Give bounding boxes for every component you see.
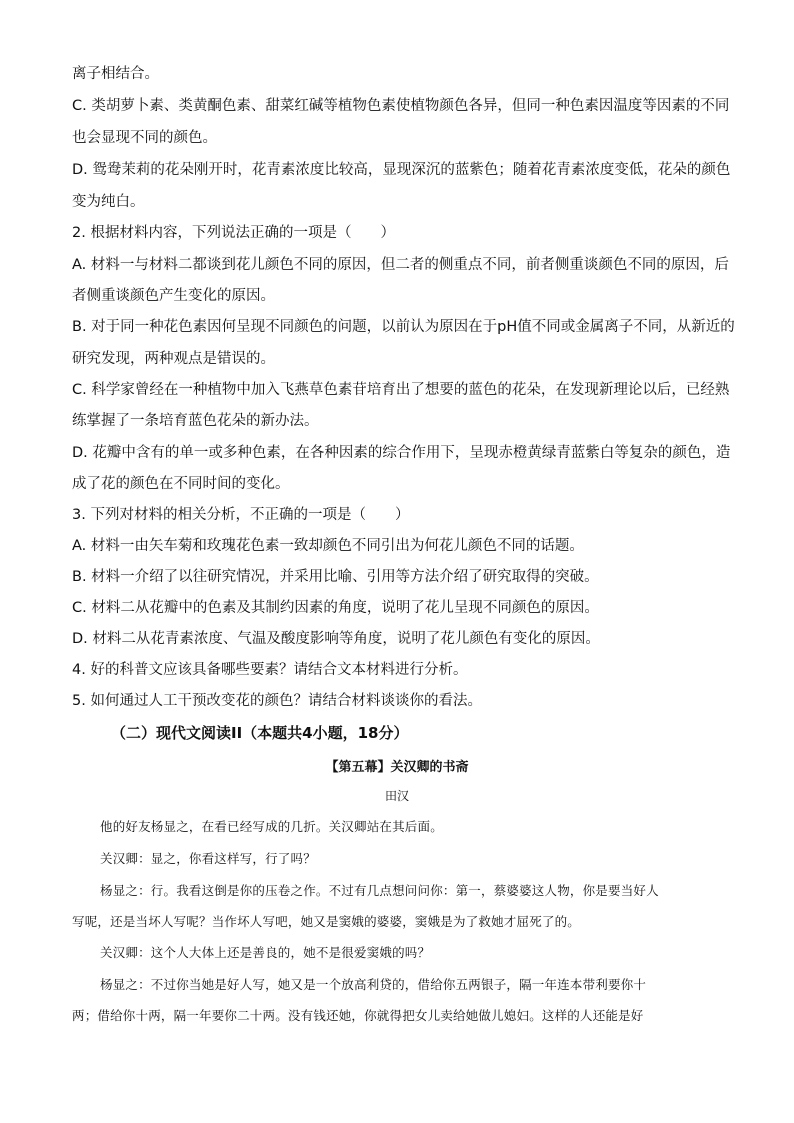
- text-line: 离子相结合。: [72, 66, 159, 82]
- option-b-line: B. 对于同一种花色素因何呈现不同颜色的问题，以前认为原因在于pH值不同或金属离子不同，从新近的: [72, 319, 735, 335]
- text-line: 成了花的颜色在不同时间的变化。: [72, 476, 290, 492]
- dialogue-line: 两；借给你十两，隔一年要你二十两。没有钱还她，你就得把女儿卖给她做儿媳妇。这样的人还能是好: [72, 1008, 644, 1023]
- question-3: 3. 下列对材料的相关分析，不正确的一项是（ ）: [72, 507, 410, 523]
- option-a-line: A. 材料一由矢车菊和玫瑰花色素一致却颜色不同引出为何花儿颜色不同的话题。: [72, 538, 584, 554]
- question-5: 5. 如何通过人工干预改变花的颜色？请结合材料谈谈你的看法。: [72, 693, 482, 709]
- text-line: 者侧重谈颜色产生变化的原因。: [72, 288, 275, 304]
- question-2: 2. 根据材料内容，下列说法正确的一项是（ ）: [72, 225, 395, 241]
- option-c-line: C. 类胡萝卜素、类黄酮色素、甜菜红碱等植物色素使植物颜色各异，但同一种色素因温度等因素的不同: [72, 98, 730, 114]
- play-author: 田汉: [384, 789, 409, 803]
- option-d-line: D. 鸳鸯茉莉的花朵刚开时，花青素浓度比较高，显现深沉的蓝紫色；随着花青素浓度变低，花朵的颜色: [72, 162, 731, 178]
- text-line: 变为纯白。: [72, 194, 145, 210]
- dialogue-line: 关汉卿：显之，你看这样写，行了吗？: [100, 851, 316, 866]
- question-4: 4. 好的科普文应该具备哪些要素？请结合文本材料进行分析。: [72, 662, 468, 678]
- dialogue-line: 写呢，还是当坏人写呢？当作坏人写吧，她又是窦娥的婆婆，窦娥是为了救她才屈死了的。: [72, 914, 581, 929]
- option-c-line: C. 科学家曾经在一种植物中加入飞燕草色素苷培育出了想要的蓝色的花朵，在发现新理论以后，已经熟: [72, 382, 730, 398]
- dialogue-line: 杨显之：行。我看这倒是你的压卷之作。不过有几点想问问你：第一，蔡婆婆这人物，你是要当好人: [100, 883, 659, 898]
- option-c-line: C. 材料二从花瓣中的色素及其制约因素的角度，说明了花儿呈现不同颜色的原因。: [72, 600, 599, 616]
- text-line: 也会显现不同的颜色。: [72, 130, 217, 146]
- text-line: 练掌握了一条培育蓝色花朵的新办法。: [72, 413, 319, 429]
- stage-direction: 他的好友杨显之，在看已经写成的几折。关汉卿站在其后面。: [100, 819, 443, 834]
- play-title: 【第五幕】关汉卿的书斋: [325, 760, 469, 775]
- text-line: 研究发现，两种观点是错误的。: [72, 351, 275, 367]
- option-a-line: A. 材料一与材料二都谈到花儿颜色不同的原因，但二者的侧重点不同，前者侧重谈颜色不同的原因，后: [72, 257, 729, 273]
- section-heading: （二）现代文阅读II（本题共4小题，18分）: [111, 724, 409, 742]
- dialogue-line: 关汉卿：这个人大体上还是善良的，她不是很爱窦娥的吗？: [100, 945, 431, 960]
- option-d-line: D. 花瓣中含有的单一或多种色素，在各种因素的综合作用下，呈现赤橙黄绿青蓝紫白等复杂的颜色，造: [72, 445, 731, 461]
- option-b-line: B. 材料一介绍了以往研究情况，并采用比喻、引用等方法介绍了研究取得的突破。: [72, 569, 599, 585]
- dialogue-line: 杨显之：不过你当她是好人写，她又是一个放高利贷的，借给你五两银子，隔一年连本带利要你十: [100, 977, 647, 992]
- option-d-line: D. 材料二从花青素浓度、气温及酸度影响等角度，说明了花儿颜色有变化的原因。: [72, 631, 600, 647]
